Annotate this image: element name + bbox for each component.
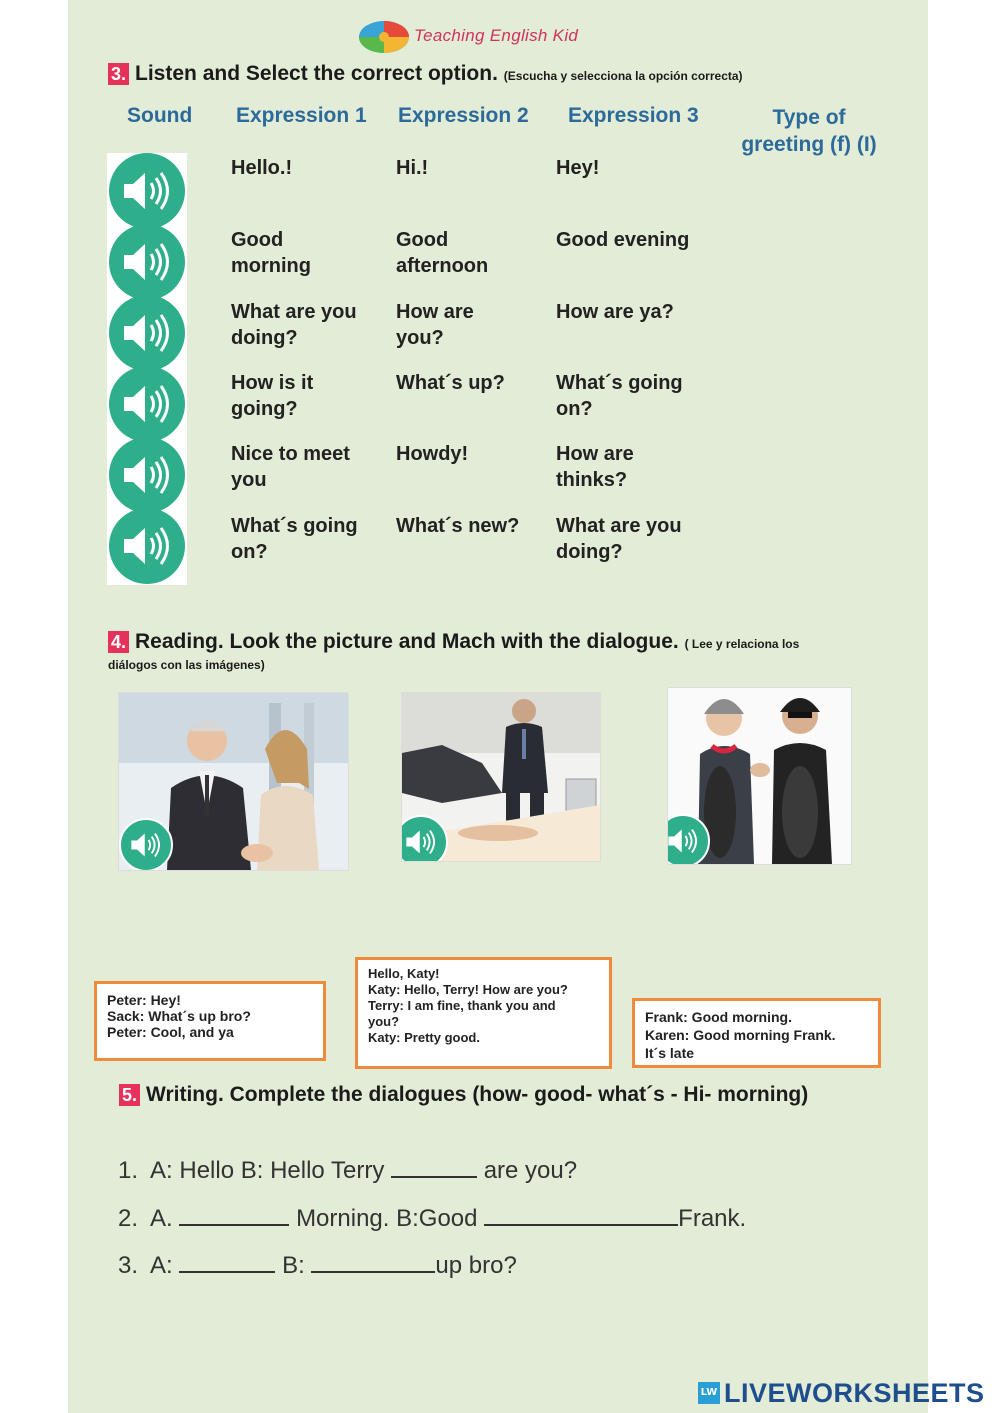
sound-button-2[interactable]	[109, 224, 185, 300]
expression-cell: Good morning	[231, 229, 311, 277]
section3-title-text: Listen and Select the correct option.	[135, 62, 498, 85]
logo	[358, 20, 638, 56]
line-text: A: Hello B: Hello Terry	[150, 1157, 385, 1184]
dialogue-line: Terry: I am fine, thank you and	[368, 998, 556, 1013]
dialogue-box-1	[94, 981, 326, 1061]
dialogue-line: Hello, Katy!	[368, 966, 440, 981]
business-handshake-photo	[118, 692, 349, 871]
expression-cell: What´s going on?	[231, 515, 358, 563]
dialogue-box-3	[632, 998, 881, 1068]
col-head-sound: Sound	[127, 104, 193, 127]
section3-subtitle: (Escucha y selecciona la opción correcta)	[503, 69, 743, 83]
col-head-expression3: Expression 3	[568, 104, 699, 127]
section3-title	[108, 62, 743, 86]
line-text: B:	[282, 1252, 305, 1279]
expression-cell: Hi.!	[396, 157, 429, 179]
sound-button-3[interactable]	[109, 295, 185, 371]
expression-cell: How is it going?	[231, 372, 314, 420]
liveworksheets-brand	[698, 1378, 998, 1408]
writing-line-2	[118, 1204, 746, 1233]
expression-cell: What´s up?	[396, 372, 505, 394]
writing-line-3	[118, 1251, 517, 1280]
section5-number: 5.	[119, 1084, 140, 1106]
dialogue-box-2	[355, 957, 612, 1069]
dialogue-line: you?	[368, 1014, 400, 1029]
section5-title	[119, 1083, 808, 1107]
expression-cell: What´s going on?	[556, 372, 683, 420]
expression-cell: Good evening	[556, 229, 690, 251]
speaker-icon	[122, 240, 172, 284]
answer-blank[interactable]	[311, 1251, 435, 1273]
speaker-icon	[122, 524, 172, 568]
photo1-sound-button[interactable]	[119, 818, 173, 871]
speaker-icon	[122, 453, 172, 497]
dialogue-line: It´s late	[645, 1045, 695, 1061]
dialogue-line: Sack: What´s up bro?	[107, 1008, 251, 1024]
line-text: up bro?	[435, 1252, 517, 1279]
answer-blank[interactable]	[484, 1204, 678, 1226]
col-head-greeting-type: Type of greeting (f) (I)	[741, 106, 877, 156]
teens-fist-bump-photo	[667, 687, 852, 865]
expression-cell: How are thinks?	[556, 443, 634, 491]
speaker-icon	[404, 828, 438, 856]
sound-button-1[interactable]	[109, 153, 185, 229]
brand-text: LIVEWORKSHEETS	[724, 1378, 985, 1408]
sound-button-4[interactable]	[109, 366, 185, 442]
line-number: 3.	[118, 1252, 139, 1279]
line-text: Morning. B:Good	[296, 1205, 478, 1232]
expression-cell: Nice to meet you	[231, 443, 350, 491]
section5-title-text: Writing. Complete the dialogues (how- good- what´s - Hi- morning)	[146, 1083, 809, 1106]
col-head-expression1: Expression 1	[236, 104, 367, 127]
expression-cell: Good afternoon	[396, 229, 489, 277]
brand-lw-badge: LW	[698, 1382, 720, 1404]
logo-text: Teaching English Kid	[414, 26, 579, 45]
expression-cell: What are you doing?	[556, 515, 682, 563]
writing-line-1	[118, 1156, 577, 1185]
sound-button-6[interactable]	[109, 508, 185, 584]
expression-cell: How are you?	[396, 301, 474, 349]
dialogue-line: Katy: Hello, Terry! How are you?	[368, 982, 568, 997]
section4-subtitle-b: diálogos con las imágenes)	[108, 658, 265, 672]
answer-blank[interactable]	[179, 1251, 275, 1273]
sound-column	[107, 153, 187, 585]
section4-number: 4.	[108, 631, 129, 653]
line-number: 1.	[118, 1157, 139, 1184]
col-head-expression2: Expression 2	[398, 104, 529, 127]
speaker-icon	[122, 311, 172, 355]
section4-title-text: Reading. Look the picture and Mach with the dialogue.	[135, 630, 679, 653]
puzzle-logo-icon	[358, 20, 410, 54]
line-text: Frank.	[678, 1205, 747, 1232]
speaker-icon	[122, 169, 172, 213]
dialogue-line: Frank: Good morning.	[645, 1009, 792, 1025]
expression-cell: Hello.!	[231, 157, 293, 179]
answer-blank[interactable]	[179, 1204, 289, 1226]
section4-subtitle-a: ( Lee y relaciona los	[684, 637, 800, 651]
office-meeting-photo	[401, 692, 601, 862]
expression-cell: Hey!	[556, 157, 600, 179]
line-number: 2.	[118, 1205, 139, 1232]
section3-number: 3.	[108, 63, 129, 85]
line-text: A:	[150, 1252, 173, 1279]
line-text: are you?	[483, 1157, 578, 1184]
speaker-icon	[122, 382, 172, 426]
expression-cell: How are ya?	[556, 301, 674, 323]
section4-title	[108, 630, 799, 654]
line-text: A.	[150, 1205, 173, 1232]
speaker-icon	[129, 831, 163, 859]
speaker-icon	[667, 827, 700, 855]
sound-button-5[interactable]	[109, 437, 185, 513]
dialogue-line: Peter: Hey!	[107, 992, 181, 1008]
expression-cell: Howdy!	[396, 443, 469, 465]
dialogue-line: Peter: Cool, and ya	[107, 1024, 234, 1040]
dialogue-line: Katy: Pretty good.	[368, 1030, 480, 1045]
expression-cell: What are you doing?	[231, 301, 357, 349]
answer-blank[interactable]	[391, 1156, 477, 1178]
dialogue-line: Karen: Good morning Frank.	[645, 1027, 836, 1043]
expression-cell: What´s new?	[396, 515, 520, 537]
